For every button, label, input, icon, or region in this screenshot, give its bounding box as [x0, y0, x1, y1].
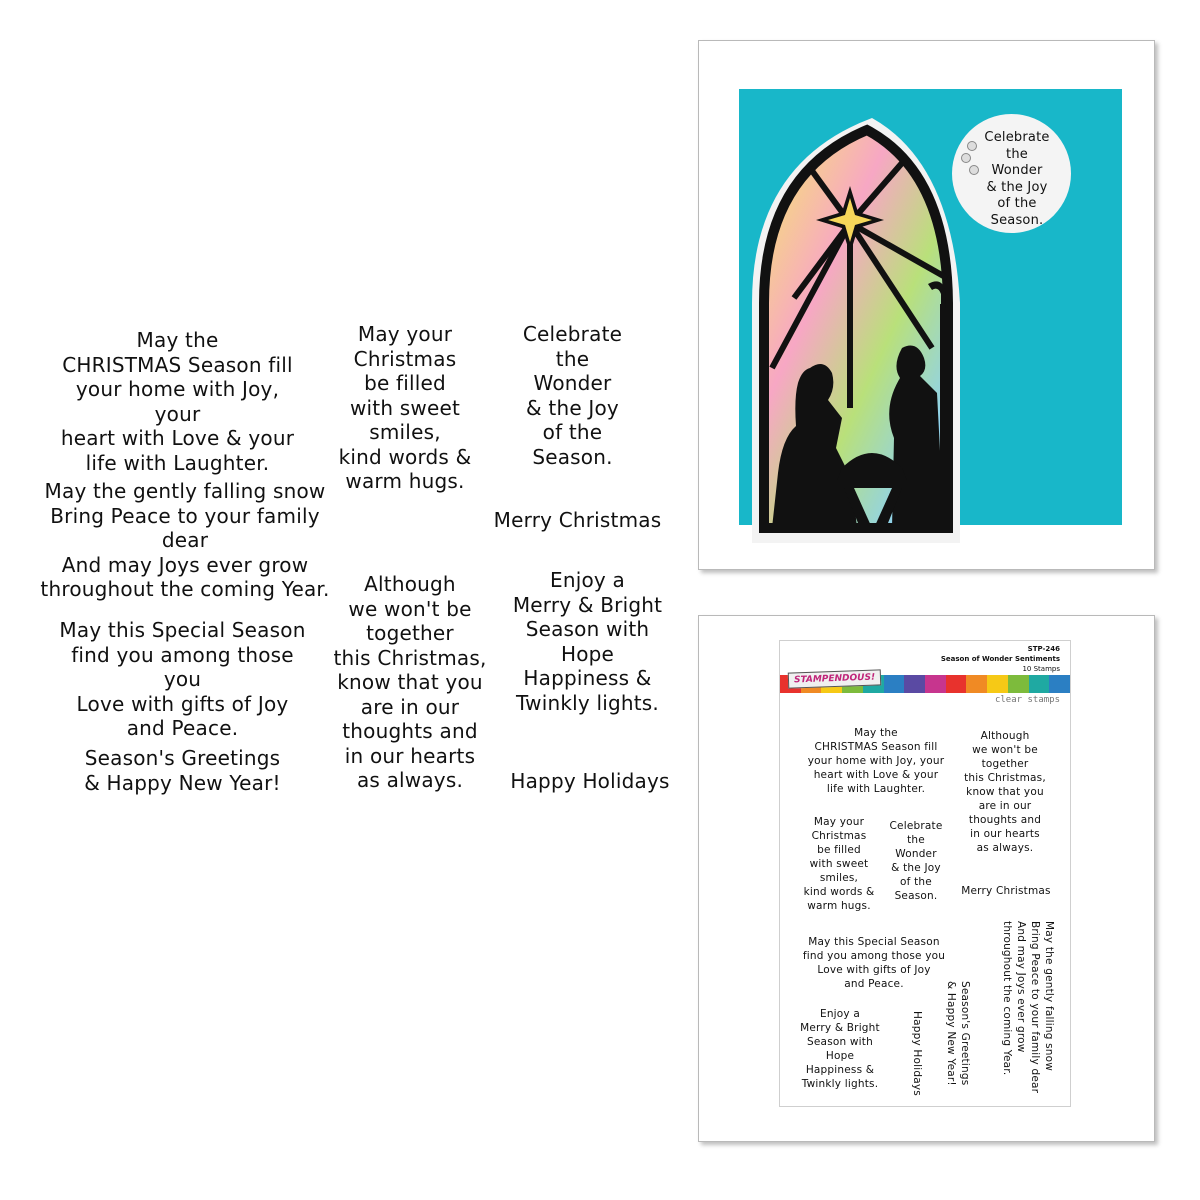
product-name: Season of Wonder Sentiments — [940, 655, 1060, 663]
sentiment-sweet-smiles: May your Christmas be filled with sweet smiles, kind words & warm hugs. — [338, 322, 472, 493]
sentiment-falling-snow: May the gently falling snow Bring Peace to your family dear And may Joys ever grow throughout the coming Year. — [40, 479, 330, 601]
pkg-sentiment-seasons-greetings: Season's Greetings & Happy New Year! — [945, 981, 971, 1086]
package-frame — [698, 615, 1155, 1142]
stripe-segment — [925, 675, 946, 693]
pkg-sentiment-special-season: May this Special Season find you among those you Love with gifts of Joy and Peace. — [802, 936, 946, 990]
sentiment-seasons-greetings: Season's Greetings & Happy New Year! — [84, 746, 281, 795]
nativity-window-illustration — [732, 108, 972, 548]
sentiment-happy-holidays: Happy Holidays — [510, 769, 670, 793]
rhinestone-gem — [969, 165, 979, 175]
rhinestone-gem — [961, 153, 971, 163]
pkg-sentiment-sweet-smiles: May your Christmas be filled with sweet smiles, kind words & warm hugs. — [803, 816, 875, 912]
sentiment-although: Although we won't be together this Christmas, know that you are in our thoughts and in our hearts as always. — [333, 572, 487, 792]
stamp-package — [779, 640, 1071, 1107]
card-sample-frame — [698, 40, 1155, 570]
product-code: STP-246 — [1027, 645, 1060, 653]
pkg-sentiment-christmas-season: May the CHRISTMAS Season fill your home with Joy, your heart with Love & your life with Laughter. — [807, 727, 945, 795]
bubble-sentiment-text: Celebrate the Wonder & the Joy of the Season. — [984, 130, 1050, 228]
stamp-count: 10 Stamps — [1022, 665, 1060, 673]
pkg-sentiment-celebrate: Celebrate the Wonder & the Joy of the Season. — [889, 820, 943, 902]
rhinestone-gem — [967, 141, 977, 151]
brand-logo: STAMPENDOUS! — [788, 669, 882, 688]
sentiment-celebrate-wonder: Celebrate the Wonder & the Joy of the Season. — [522, 322, 623, 469]
stripe-segment — [987, 675, 1008, 693]
sentiment-christmas-season: May the CHRISTMAS Season fill your home with Joy, your heart with Love & your life with Laughter. — [60, 328, 295, 475]
sentiment-merry-christmas: Merry Christmas — [493, 508, 662, 532]
stripe-segment — [884, 675, 905, 693]
pkg-sentiment-although: Although we won't be together this Christmas, know that you are in our thoughts and in our hearts as always. — [964, 730, 1046, 854]
sentiment-enjoy-merry-bright: Enjoy a Merry & Bright Season with Hope Happiness & Twinkly lights. — [512, 568, 663, 715]
stripe-segment — [904, 675, 925, 693]
pkg-sentiment-happy-holidays: Happy Holidays — [911, 1011, 923, 1096]
stripe-segment — [946, 675, 967, 693]
stripe-segment — [1049, 675, 1070, 693]
sentiment-special-season: May this Special Season find you among those you Love with gifts of Joy and Peace. — [59, 618, 306, 740]
stripe-segment — [1008, 675, 1029, 693]
pkg-sentiment-merry-christmas: Merry Christmas — [961, 885, 1051, 897]
pkg-sentiment-falling-snow: May the gently falling snow Bring Peace to your family dear And may Joys ever grow throughout the coming Year. — [1001, 921, 1055, 1094]
stripe-segment — [1029, 675, 1050, 693]
stripe-segment — [966, 675, 987, 693]
clear-stamps-label: clear stamps — [994, 695, 1060, 705]
pkg-sentiment-enjoy: Enjoy a Merry & Bright Season with Hope Happiness & Twinkly lights. — [800, 1008, 880, 1090]
